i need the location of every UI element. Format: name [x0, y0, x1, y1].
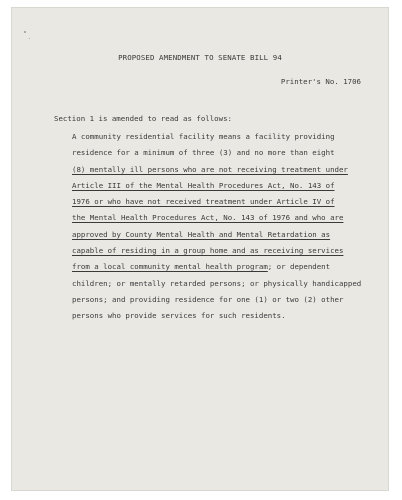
body-line: capable of residing in a group home and as receiving services	[72, 246, 344, 256]
underlined-segment: from a local community mental health program	[72, 262, 268, 272]
paper-speck	[29, 38, 30, 39]
body-line: persons; and providing residence for one (1) or two (2) other	[72, 294, 344, 304]
body-line: the Mental Health Procedures Act, No. 143 of 1976 and who are	[72, 213, 344, 223]
body-line: (8) mentally ill persons who are not receiving treatment under	[72, 164, 348, 174]
section-heading: Section 1 is amended to read as follows:	[54, 114, 232, 123]
body-line: approved by County Mental Health and Mental Retardation as	[72, 229, 331, 239]
amendment-body	[72, 129, 372, 325]
line-suffix: ; or dependent	[267, 262, 331, 272]
document-page	[12, 8, 388, 490]
body-line: Article III of the Mental Health Procedures Act, No. 143 of	[72, 180, 335, 190]
body-line: 1976 or who have not received treatment under Article IV of	[72, 197, 335, 207]
body-line: persons who provide services for such residents.	[72, 311, 286, 321]
paper-speck	[24, 31, 26, 33]
body-line: A community residential facility means a facility providing	[72, 132, 335, 141]
printer-number: Printer's No. 1706	[280, 77, 361, 86]
body-line	[72, 259, 372, 275]
body-line: residence for a minimum of three (3) and no more than eight	[72, 148, 335, 158]
document-title: PROPOSED AMENDMENT TO SENATE BILL 94	[118, 53, 282, 62]
body-line: children; or mentally retarded persons; or physically handicapped	[72, 278, 362, 288]
